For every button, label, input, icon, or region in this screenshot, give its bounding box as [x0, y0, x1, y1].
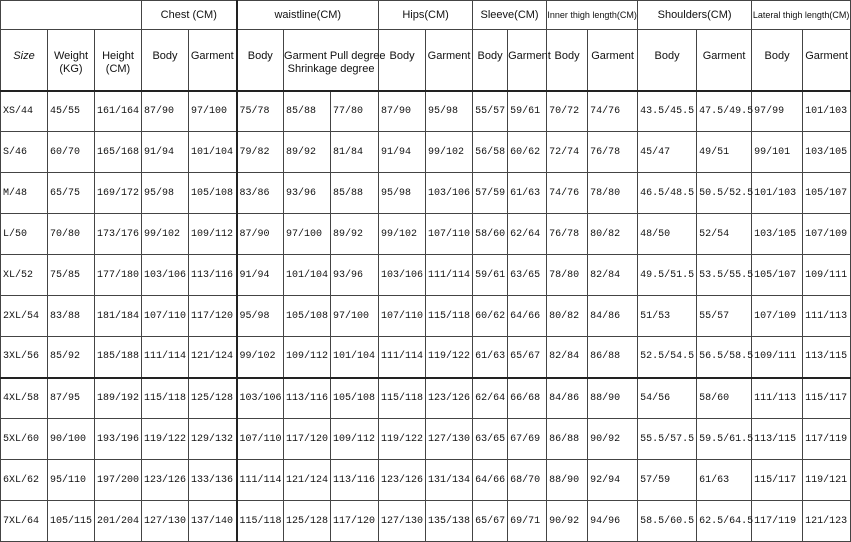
waist-body-cell: 111/114 — [237, 460, 284, 501]
lateral-thigh-body-cell: 97/99 — [752, 91, 803, 132]
table-row — [1, 255, 851, 296]
hips-garment-cell: 123/126 — [426, 378, 473, 419]
sleeve-body-cell: 65/67 — [473, 501, 508, 542]
inner-thigh-garment-cell: 80/82 — [588, 214, 638, 255]
table-row — [1, 419, 851, 460]
lateral-thigh-garment-cell: 117/119 — [803, 419, 851, 460]
waist-body-cell: 103/106 — [237, 378, 284, 419]
size-cell: 5XL/60 — [1, 419, 48, 460]
weight-unit: (KG) — [59, 63, 83, 75]
chest-body-cell: 127/130 — [142, 501, 189, 542]
lateral-thigh-body-cell: 103/105 — [752, 214, 803, 255]
shoulders-garment-cell: 56.5/58.5 — [697, 337, 752, 378]
waist-shrinkage-cell: 105/108 — [331, 378, 379, 419]
inner-thigh-garment-cell: 82/84 — [588, 255, 638, 296]
lateral-thigh-garment-cell: 107/109 — [803, 214, 851, 255]
shoulders-body-cell: 45/47 — [638, 132, 697, 173]
sleeve-garment-cell: 61/63 — [508, 173, 547, 214]
inner-thigh-body-cell: 78/80 — [547, 255, 588, 296]
chest-garment-cell: 117/120 — [189, 296, 237, 337]
shoulders-garment-cell: 50.5/52.5 — [697, 173, 752, 214]
weight-cell: 60/70 — [48, 132, 95, 173]
size-cell: 3XL/56 — [1, 337, 48, 378]
waist-garment-label: Garment Pull degree — [284, 50, 386, 62]
size-cell: M/48 — [1, 173, 48, 214]
table-row — [1, 132, 851, 173]
shoulders-body-cell: 51/53 — [638, 296, 697, 337]
hips-body-cell: 95/98 — [379, 173, 426, 214]
inner-thigh-body-cell: 76/78 — [547, 214, 588, 255]
sleeve-body-header: Body — [473, 30, 508, 91]
waist-body-cell: 91/94 — [237, 255, 284, 296]
table-row — [1, 214, 851, 255]
hips-garment-cell: 135/138 — [426, 501, 473, 542]
waist-garment-shrinkage-header — [284, 30, 386, 91]
sub-header-row — [1, 30, 851, 91]
hips-garment-cell: 103/106 — [426, 173, 473, 214]
sleeve-garment-cell: 69/71 — [508, 501, 547, 542]
hips-garment-cell: 111/114 — [426, 255, 473, 296]
lateral-thigh-garment-cell: 103/105 — [803, 132, 851, 173]
hips-body-cell: 127/130 — [379, 501, 426, 542]
height-cell: 165/168 — [95, 132, 142, 173]
sleeve-body-cell: 60/62 — [473, 296, 508, 337]
shoulders-garment-cell: 62.5/64.5 — [697, 501, 752, 542]
table-row — [1, 296, 851, 337]
waist-shrinkage-cell: 109/112 — [331, 419, 379, 460]
table-row — [1, 501, 851, 542]
waist-shrinkage-cell: 113/116 — [331, 460, 379, 501]
chest-body-cell: 111/114 — [142, 337, 189, 378]
table-row — [1, 378, 851, 419]
size-cell: S/46 — [1, 132, 48, 173]
hips-garment-cell: 99/102 — [426, 132, 473, 173]
weight-cell: 90/100 — [48, 419, 95, 460]
chest-garment-cell: 109/112 — [189, 214, 237, 255]
sleeve-body-cell: 58/60 — [473, 214, 508, 255]
sleeve-garment-cell: 66/68 — [508, 378, 547, 419]
sleeve-garment-cell: 59/61 — [508, 91, 547, 132]
sleeve-garment-header: Garment — [508, 30, 547, 91]
chest-body-cell: 123/126 — [142, 460, 189, 501]
waist-garment-cell: 125/128 — [284, 501, 331, 542]
inner-thigh-body-cell: 90/92 — [547, 501, 588, 542]
shoulders-garment-cell: 61/63 — [697, 460, 752, 501]
waist-body-cell: 79/82 — [237, 132, 284, 173]
sleeve-garment-cell: 65/67 — [508, 337, 547, 378]
weight-cell: 85/92 — [48, 337, 95, 378]
weight-cell: 105/115 — [48, 501, 95, 542]
chest-garment-cell: 101/104 — [189, 132, 237, 173]
height-cell: 161/164 — [95, 91, 142, 132]
size-cell: XS/44 — [1, 91, 48, 132]
waist-shrinkage-cell: 97/100 — [331, 296, 379, 337]
chest-body-cell: 107/110 — [142, 296, 189, 337]
lateral-thigh-body-cell: 109/111 — [752, 337, 803, 378]
height-cell: 197/200 — [95, 460, 142, 501]
chest-body-cell: 103/106 — [142, 255, 189, 296]
shoulders-body-cell: 54/56 — [638, 378, 697, 419]
waist-body-header: Body — [237, 30, 284, 91]
shoulders-garment-cell: 59.5/61.5 — [697, 419, 752, 460]
inner-thigh-group-header: Inner thigh length(CM) — [547, 1, 638, 30]
waist-body-cell: 99/102 — [237, 337, 284, 378]
inner-thigh-body-cell: 80/82 — [547, 296, 588, 337]
inner-thigh-body-cell: 84/86 — [547, 378, 588, 419]
height-cell: 201/204 — [95, 501, 142, 542]
weight-cell: 75/85 — [48, 255, 95, 296]
chest-body-cell: 91/94 — [142, 132, 189, 173]
size-rows — [1, 91, 851, 542]
table-row — [1, 337, 851, 378]
height-cell: 189/192 — [95, 378, 142, 419]
chest-garment-cell: 121/124 — [189, 337, 237, 378]
table-row — [1, 460, 851, 501]
hips-body-cell: 103/106 — [379, 255, 426, 296]
inner-thigh-garment-cell: 88/90 — [588, 378, 638, 419]
chest-garment-cell: 113/116 — [189, 255, 237, 296]
waist-shrinkage-label: Shrinkage degree — [287, 63, 375, 75]
chest-garment-cell: 129/132 — [189, 419, 237, 460]
waist-body-cell: 83/86 — [237, 173, 284, 214]
inner-thigh-garment-cell: 74/76 — [588, 91, 638, 132]
waist-body-cell: 87/90 — [237, 214, 284, 255]
height-cell: 185/188 — [95, 337, 142, 378]
hips-garment-cell: 119/122 — [426, 337, 473, 378]
shoulders-body-cell: 49.5/51.5 — [638, 255, 697, 296]
weight-cell: 70/80 — [48, 214, 95, 255]
shoulders-body-cell: 46.5/48.5 — [638, 173, 697, 214]
inner-thigh-body-cell: 72/74 — [547, 132, 588, 173]
lateral-thigh-garment-cell: 113/115 — [803, 337, 851, 378]
sleeve-garment-cell: 68/70 — [508, 460, 547, 501]
waist-garment-cell: 97/100 — [284, 214, 331, 255]
lateral-thigh-garment-cell: 105/107 — [803, 173, 851, 214]
inner-thigh-body-cell: 88/90 — [547, 460, 588, 501]
height-unit: (CM) — [105, 63, 131, 75]
shoulders-body-cell: 57/59 — [638, 460, 697, 501]
waist-garment-cell: 109/112 — [284, 337, 331, 378]
waist-shrinkage-cell: 93/96 — [331, 255, 379, 296]
shoulders-body-cell: 58.5/60.5 — [638, 501, 697, 542]
sleeve-body-cell: 59/61 — [473, 255, 508, 296]
chest-body-cell: 115/118 — [142, 378, 189, 419]
hips-garment-cell: 131/134 — [426, 460, 473, 501]
waist-garment-cell: 113/116 — [284, 378, 331, 419]
height-cell: 181/184 — [95, 296, 142, 337]
inner-thigh-body-cell: 74/76 — [547, 173, 588, 214]
inner-thigh-body-header: Body — [547, 30, 588, 91]
hips-garment-cell: 115/118 — [426, 296, 473, 337]
waist-garment-cell: 105/108 — [284, 296, 331, 337]
hips-body-cell: 111/114 — [379, 337, 426, 378]
shoulders-garment-cell: 47.5/49.5 — [697, 91, 752, 132]
chest-body-cell: 99/102 — [142, 214, 189, 255]
weight-header — [48, 30, 95, 91]
lateral-thigh-body-cell: 101/103 — [752, 173, 803, 214]
weight-label: Weight — [53, 50, 89, 62]
inner-thigh-garment-cell: 94/96 — [588, 501, 638, 542]
hips-garment-cell: 127/130 — [426, 419, 473, 460]
hips-garment-cell: 95/98 — [426, 91, 473, 132]
inner-thigh-garment-cell: 84/86 — [588, 296, 638, 337]
lateral-thigh-garment-cell: 121/123 — [803, 501, 851, 542]
shoulders-garment-cell: 53.5/55.5 — [697, 255, 752, 296]
hips-body-cell: 91/94 — [379, 132, 426, 173]
weight-cell: 87/95 — [48, 378, 95, 419]
height-header — [95, 30, 142, 91]
chest-garment-cell: 133/136 — [189, 460, 237, 501]
chest-group-header: Chest (CM) — [142, 1, 237, 30]
chest-body-cell: 87/90 — [142, 91, 189, 132]
size-cell: 7XL/64 — [1, 501, 48, 542]
waist-shrinkage-cell: 85/88 — [331, 173, 379, 214]
inner-thigh-garment-cell: 86/88 — [588, 337, 638, 378]
waist-shrinkage-cell: 77/80 — [331, 91, 379, 132]
hips-body-cell: 123/126 — [379, 460, 426, 501]
height-cell: 177/180 — [95, 255, 142, 296]
height-cell: 173/176 — [95, 214, 142, 255]
waist-shrinkage-cell: 101/104 — [331, 337, 379, 378]
lateral-thigh-group-header: Lateral thigh length(CM) — [752, 1, 851, 30]
size-cell: 2XL/54 — [1, 296, 48, 337]
inner-thigh-garment-cell: 90/92 — [588, 419, 638, 460]
lateral-thigh-body-cell: 117/119 — [752, 501, 803, 542]
size-cell: XL/52 — [1, 255, 48, 296]
sleeve-body-cell: 62/64 — [473, 378, 508, 419]
waist-shrinkage-cell: 117/120 — [331, 501, 379, 542]
blank-group-header — [1, 1, 142, 30]
table-row — [1, 91, 851, 132]
sleeve-body-cell: 64/66 — [473, 460, 508, 501]
size-header: Size — [1, 30, 48, 91]
waistline-group-header: waistline(CM) — [237, 1, 379, 30]
lateral-thigh-garment-cell: 101/103 — [803, 91, 851, 132]
shoulders-garment-header: Garment — [697, 30, 752, 91]
waist-body-cell: 115/118 — [237, 501, 284, 542]
waist-body-cell: 95/98 — [237, 296, 284, 337]
sleeve-garment-cell: 64/66 — [508, 296, 547, 337]
inner-thigh-garment-cell: 78/80 — [588, 173, 638, 214]
sleeve-garment-cell: 63/65 — [508, 255, 547, 296]
inner-thigh-body-cell: 70/72 — [547, 91, 588, 132]
chest-body-header: Body — [142, 30, 189, 91]
shoulders-body-cell: 55.5/57.5 — [638, 419, 697, 460]
waist-garment-cell: 121/124 — [284, 460, 331, 501]
hips-body-cell: 119/122 — [379, 419, 426, 460]
shoulders-body-cell: 48/50 — [638, 214, 697, 255]
sleeve-body-cell: 57/59 — [473, 173, 508, 214]
shoulders-group-header: Shoulders(CM) — [638, 1, 752, 30]
chest-garment-cell: 125/128 — [189, 378, 237, 419]
waist-garment-cell: 89/92 — [284, 132, 331, 173]
waist-garment-cell: 93/96 — [284, 173, 331, 214]
inner-thigh-garment-header: Garment — [588, 30, 638, 91]
size-cell: L/50 — [1, 214, 48, 255]
lateral-thigh-body-cell: 99/101 — [752, 132, 803, 173]
sleeve-garment-cell: 62/64 — [508, 214, 547, 255]
waist-garment-cell: 117/120 — [284, 419, 331, 460]
lateral-thigh-body-cell: 111/113 — [752, 378, 803, 419]
height-cell: 169/172 — [95, 173, 142, 214]
lateral-thigh-garment-header: Garment — [803, 30, 851, 91]
shoulders-garment-cell: 55/57 — [697, 296, 752, 337]
shoulders-body-header: Body — [638, 30, 697, 91]
size-cell: 6XL/62 — [1, 460, 48, 501]
hips-body-header: Body — [379, 30, 426, 91]
inner-thigh-garment-cell: 92/94 — [588, 460, 638, 501]
sleeve-body-cell: 56/58 — [473, 132, 508, 173]
hips-body-cell: 87/90 — [379, 91, 426, 132]
lateral-thigh-body-header: Body — [752, 30, 803, 91]
waist-shrinkage-cell: 89/92 — [331, 214, 379, 255]
waist-garment-cell: 85/88 — [284, 91, 331, 132]
sleeve-garment-cell: 67/69 — [508, 419, 547, 460]
chest-garment-cell: 97/100 — [189, 91, 237, 132]
inner-thigh-body-cell: 86/88 — [547, 419, 588, 460]
waist-body-cell: 107/110 — [237, 419, 284, 460]
shoulders-garment-cell: 52/54 — [697, 214, 752, 255]
height-cell: 193/196 — [95, 419, 142, 460]
sleeve-group-header: Sleeve(CM) — [473, 1, 547, 30]
chest-garment-cell: 105/108 — [189, 173, 237, 214]
weight-cell: 45/55 — [48, 91, 95, 132]
hips-group-header: Hips(CM) — [379, 1, 473, 30]
hips-body-cell: 107/110 — [379, 296, 426, 337]
shoulders-garment-cell: 58/60 — [697, 378, 752, 419]
chest-body-cell: 119/122 — [142, 419, 189, 460]
group-header-row — [1, 1, 851, 30]
lateral-thigh-body-cell: 107/109 — [752, 296, 803, 337]
hips-body-cell: 115/118 — [379, 378, 426, 419]
lateral-thigh-garment-cell: 115/117 — [803, 378, 851, 419]
sleeve-body-cell: 55/57 — [473, 91, 508, 132]
hips-garment-cell: 107/110 — [426, 214, 473, 255]
lateral-thigh-garment-cell: 109/111 — [803, 255, 851, 296]
sleeve-body-cell: 61/63 — [473, 337, 508, 378]
size-cell: 4XL/58 — [1, 378, 48, 419]
lateral-thigh-body-cell: 115/117 — [752, 460, 803, 501]
shoulders-garment-cell: 49/51 — [697, 132, 752, 173]
lateral-thigh-garment-cell: 119/121 — [803, 460, 851, 501]
weight-cell: 65/75 — [48, 173, 95, 214]
chest-garment-header: Garment — [189, 30, 237, 91]
hips-body-cell: 99/102 — [379, 214, 426, 255]
inner-thigh-garment-cell: 76/78 — [588, 132, 638, 173]
lateral-thigh-body-cell: 105/107 — [752, 255, 803, 296]
weight-cell: 95/110 — [48, 460, 95, 501]
waist-shrinkage-cell: 81/84 — [331, 132, 379, 173]
hips-garment-header: Garment — [426, 30, 473, 91]
shoulders-body-cell: 52.5/54.5 — [638, 337, 697, 378]
weight-cell: 83/88 — [48, 296, 95, 337]
table-row — [1, 173, 851, 214]
chest-body-cell: 95/98 — [142, 173, 189, 214]
lateral-thigh-garment-cell: 111/113 — [803, 296, 851, 337]
inner-thigh-body-cell: 82/84 — [547, 337, 588, 378]
lateral-thigh-body-cell: 113/115 — [752, 419, 803, 460]
waist-body-cell: 75/78 — [237, 91, 284, 132]
sleeve-body-cell: 63/65 — [473, 419, 508, 460]
waist-garment-cell: 101/104 — [284, 255, 331, 296]
chest-garment-cell: 137/140 — [189, 501, 237, 542]
shoulders-body-cell: 43.5/45.5 — [638, 91, 697, 132]
height-label: Height — [102, 50, 134, 62]
sleeve-garment-cell: 60/62 — [508, 132, 547, 173]
